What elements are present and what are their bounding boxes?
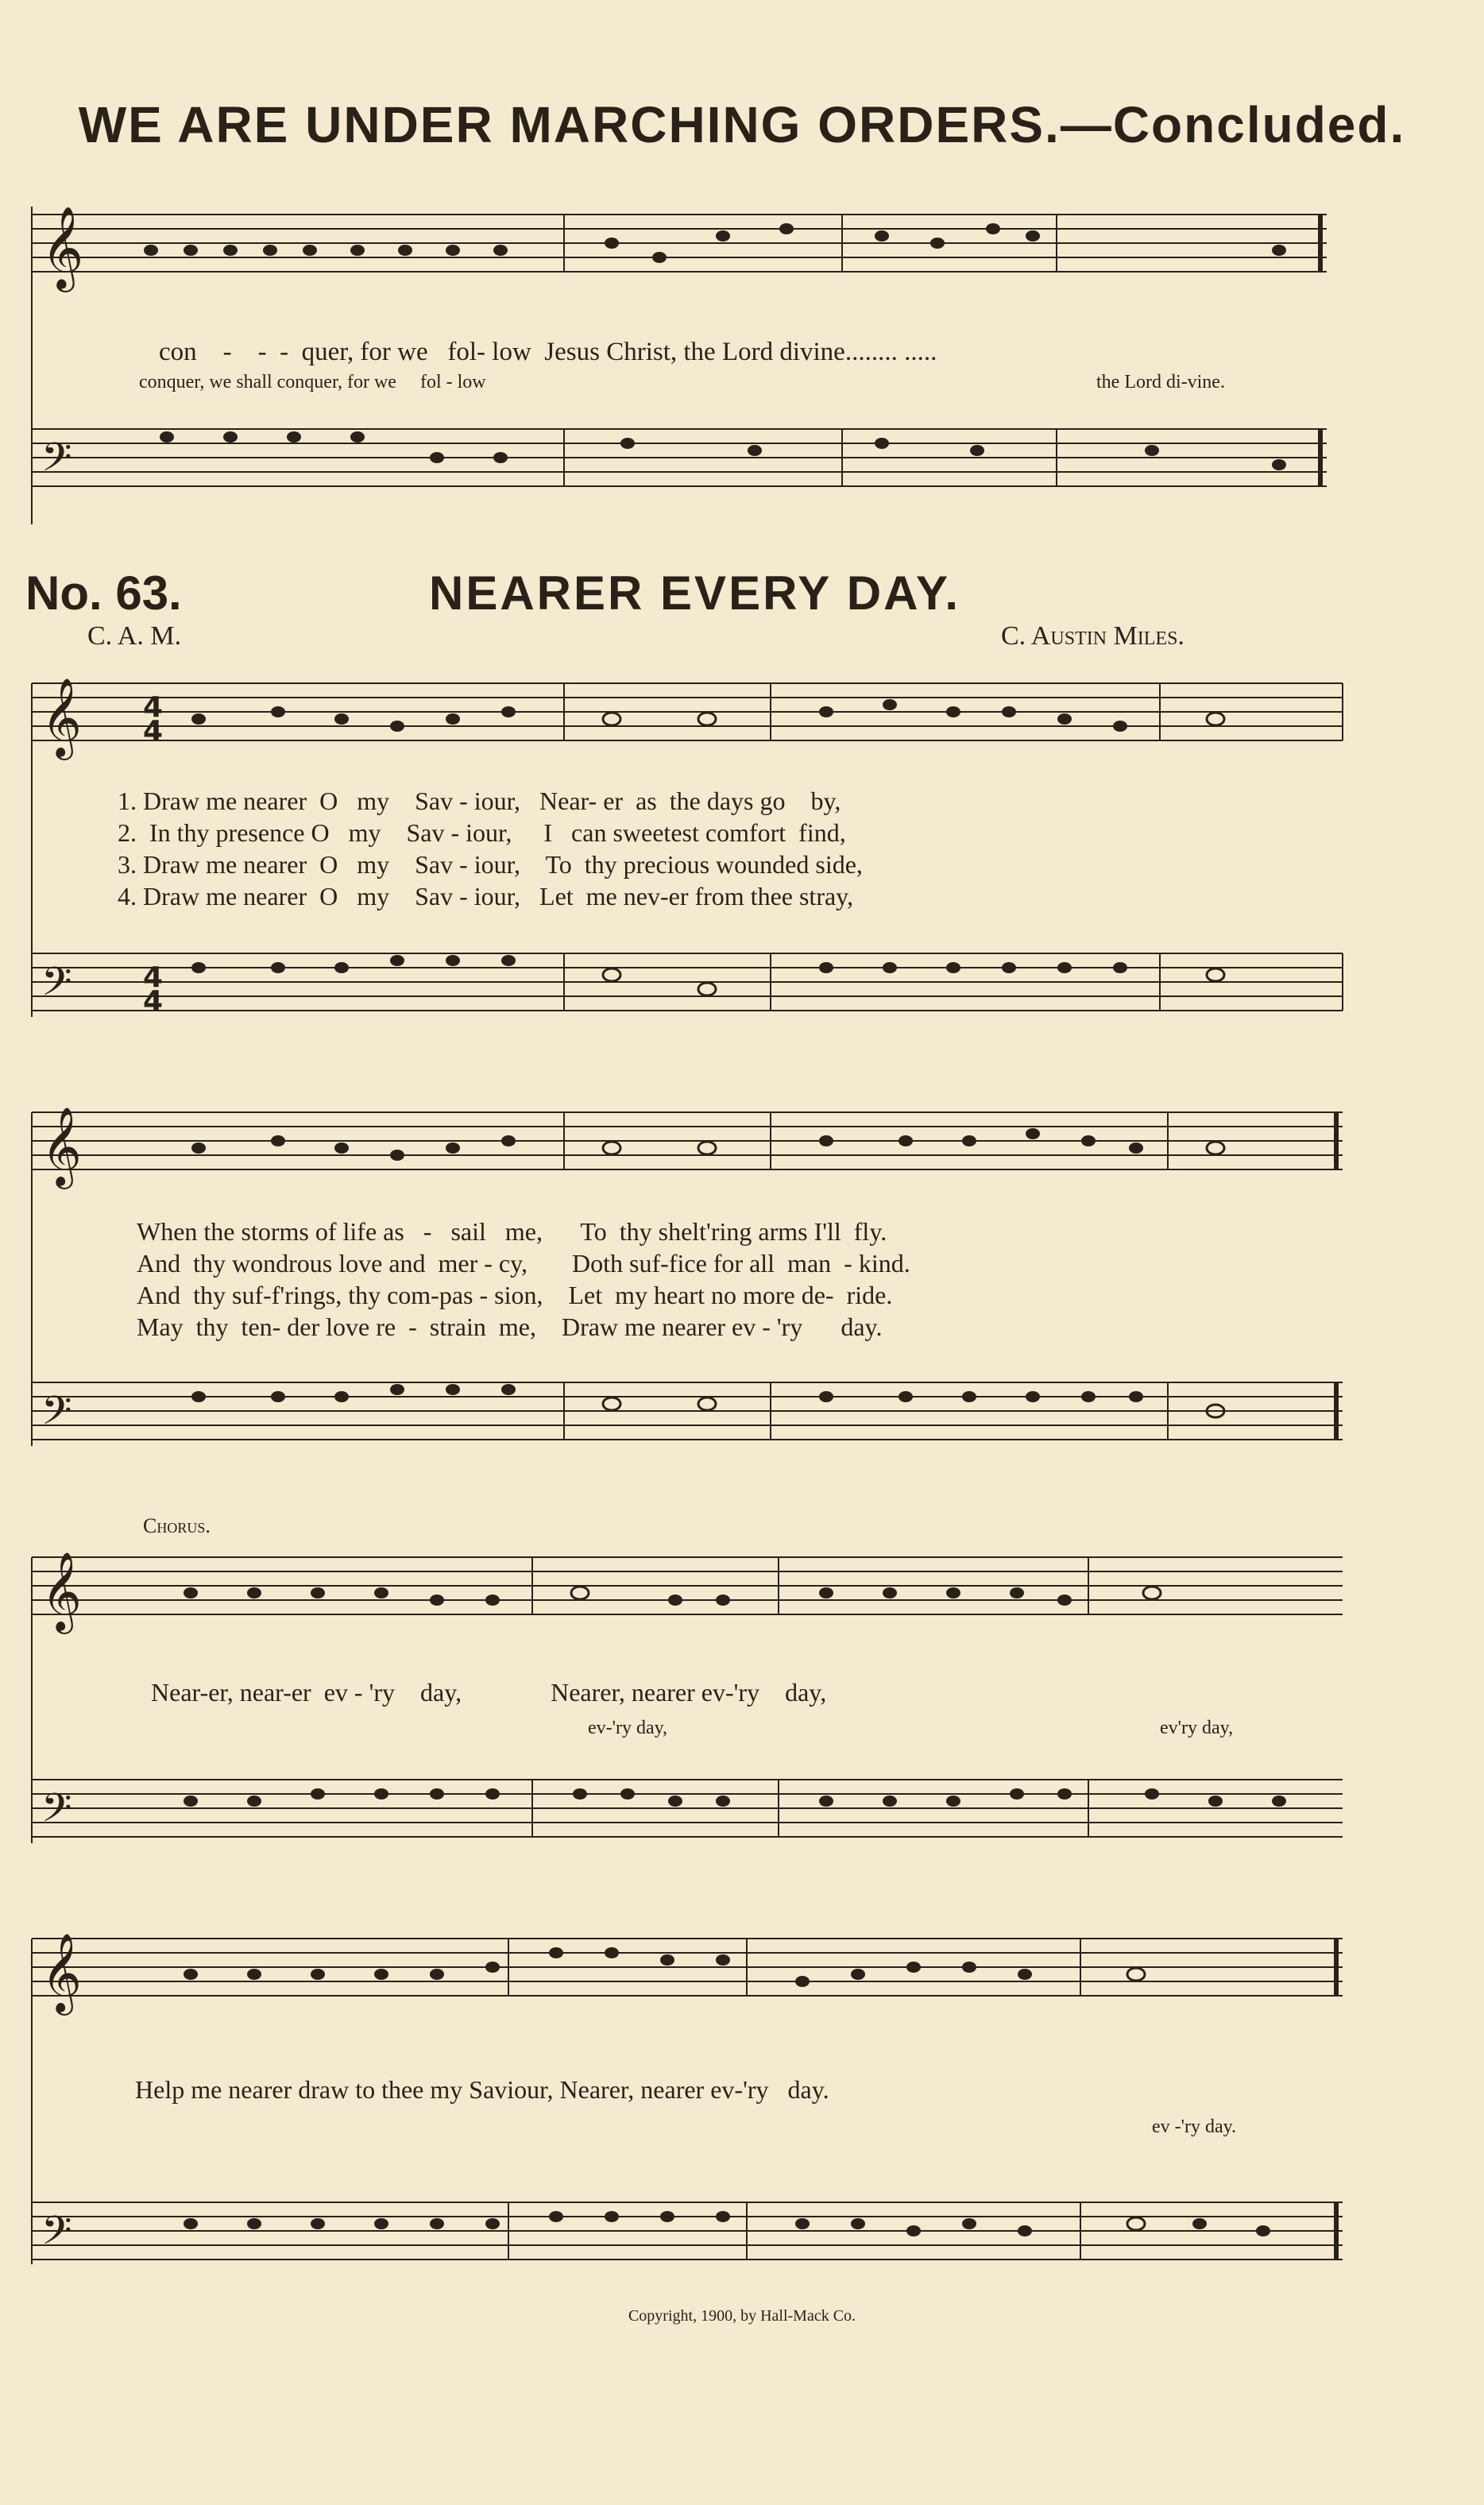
chorus-line-2: Help me nearer draw to thee my Saviour, Nearer, nearer ev-'ry day. [135,2075,829,2104]
svg-text:4: 4 [143,985,164,1018]
chorus-label: Chorus. [143,1514,211,1537]
svg-text:𝄞: 𝄞 [41,206,84,289]
svg-text:𝄢: 𝄢 [41,1785,72,1841]
hymn-title: NEARER EVERY DAY. [429,566,960,620]
chorus-alt-3: ev -'ry day. [1152,2116,1237,2137]
hymn-number: No. 63. [25,566,182,620]
svg-text:𝄞: 𝄞 [41,678,82,757]
song-lyric-line: con - - - quer, for we fol- low Jesus Christ, the Lord divine........ ..... [159,338,937,366]
verse-3-line-b: And thy suf-f'rings, thy com-pas - sion, Let my heart no more de- ride. [137,1281,893,1309]
chorus-line-1: Near-er, near-er ev - 'ry day, Nearer, nearer ev-'ry day, [151,1678,827,1707]
svg-text:4: 4 [143,961,164,994]
song-lyric-alt-right: the Lord di-vine. [1096,372,1225,392]
song-lyric-alt-left: conquer, we shall conquer, for we fol - low [139,372,486,392]
verse-1-line-a: 1. Draw me nearer O my Sav - iour, Near- er as the days go by, [118,787,841,815]
verse-2-line-b: And thy wondrous love and mer - cy, Doth suf-fice for all man - kind. [137,1249,910,1278]
svg-text:𝄢: 𝄢 [41,1388,72,1444]
verse-3-line-a: 3. Draw me nearer O my Sav - iour, To thy precious wounded side, [118,850,863,879]
author-credit: C. A. M. [87,621,182,651]
chorus-alt-2: ev'ry day, [1160,1718,1234,1738]
svg-text:𝄢: 𝄢 [41,435,72,490]
staff-system-3 [24,1080,1454,1478]
composer-credit: C. Austin Miles. [1001,621,1184,651]
page-title: WE ARE UNDER MARCHING ORDERS.—Concluded. [78,96,1406,153]
verse-2-line-a: 2. In thy presence O my Sav - iour, I can sweetest comfort find, [118,818,846,847]
verse-4-line-a: 4. Draw me nearer O my Sav - iour, Let me nev-er from thee stray, [118,882,854,910]
svg-text:𝄞: 𝄞 [41,1552,82,1631]
svg-text:4: 4 [143,691,164,724]
copyright-notice: Copyright, 1900, by Hall-Mack Co. [628,2307,856,2325]
svg-text:𝄢: 𝄢 [41,2208,72,2263]
verse-1-line-b: When the storms of life as - sail me, To thy shelt'ring arms I'll fly. [137,1217,887,1246]
svg-text:𝄞: 𝄞 [41,1933,82,2012]
svg-text:4: 4 [143,715,164,748]
svg-text:𝄢: 𝄢 [41,959,72,1015]
svg-text:𝄞: 𝄞 [41,1107,82,1186]
staff-notation [24,1080,1454,1478]
verse-4-line-b: May thy ten- der love re - strain me, Draw me nearer ev - 'ry day. [137,1312,883,1341]
chorus-alt-1: ev-'ry day, [588,1718,668,1738]
